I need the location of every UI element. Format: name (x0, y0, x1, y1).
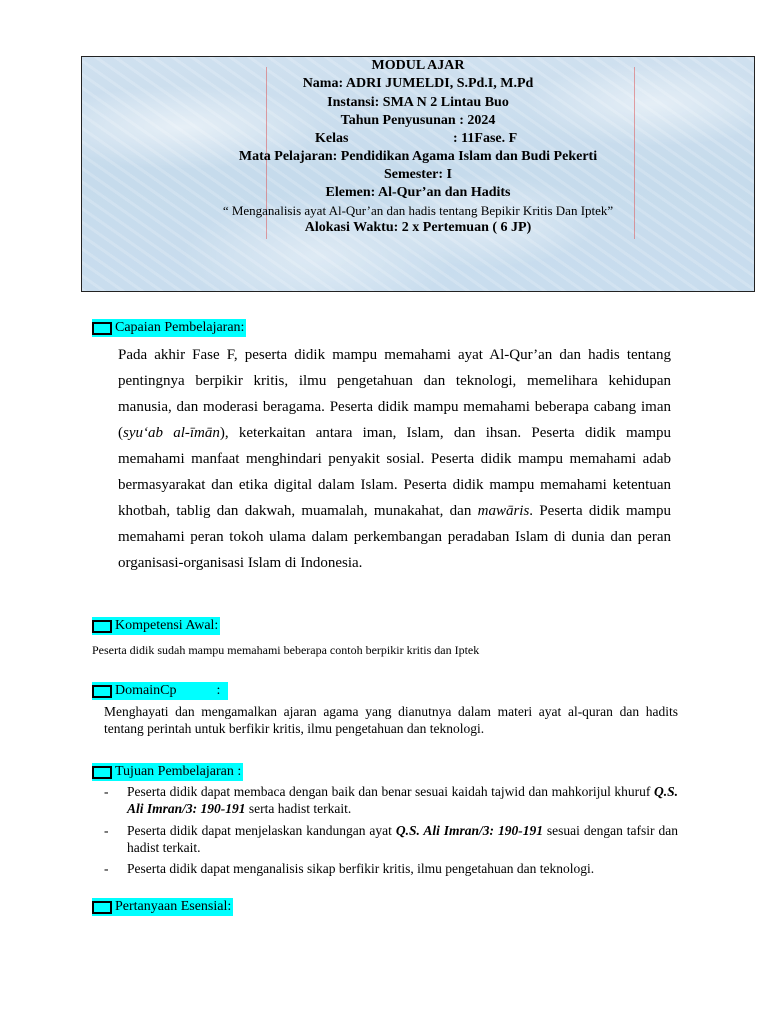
capaian-text: . Peserta didik mampu memahami peran tokoh ulama dalam perkembangan peradaban Islam di dunia dan peran organisasi-organisasi Islam di Indonesia. (118, 503, 671, 571)
capaian-italic-term: syu‘ab al-īmān (123, 425, 220, 441)
section-heading-pertanyaan (92, 898, 233, 916)
capaian-italic-term: mawāris (477, 503, 530, 519)
element: Elemen: Al-Qur’an dan Hadits (325, 185, 511, 200)
header-box (81, 56, 755, 292)
section-heading-text: Pertanyaan Esensial: (115, 899, 232, 914)
list-item-text: Peserta didik dapat menganalisis sikap berfikir kritis, ilmu pengetahuan dan teknologi. (127, 861, 595, 876)
year: Tahun Penyusunan : 2024 (340, 113, 496, 128)
list-dash: - (104, 784, 109, 799)
list-item-post: serta hadist terkait. (245, 801, 352, 816)
checkbox-icon (92, 901, 112, 914)
section-heading-text: DomainCp (115, 683, 177, 698)
section-heading-tujuan (92, 763, 243, 781)
section-heading-text: Capaian Pembelajaran: (115, 320, 245, 335)
list-dash: - (104, 861, 109, 876)
checkbox-icon (92, 766, 112, 779)
section-heading-capaian (92, 319, 246, 337)
list-item-pre: Peserta didik dapat menjelaskan kandungan ayat (127, 823, 396, 838)
list-item-ref: Q.S. Ali Imran/3: 190-191 (127, 784, 678, 816)
class-label: Kelas (315, 131, 349, 146)
checkbox-icon (92, 322, 112, 335)
capaian-text: Pada akhir Fase F, peserta didik mampu memahami ayat Al-Qur’an dan hadis tentang pentingnya berpikir kritis, ilmu pengetahuan dan teknologi, memelihara kehidupan manusia, dan moderasi beragama. Peserta didik mampu memahami beberapa cabang iman ( (118, 347, 671, 441)
section-heading-domain (92, 682, 228, 700)
section-heading-text: Tujuan Pembelajaran : (115, 764, 242, 779)
capaian-paragraph (118, 342, 671, 576)
list-item-ref: Q.S. Ali Imran/3: 190-191 (395, 823, 543, 838)
time-allocation: Alokasi Waktu: 2 x Pertemuan ( 6 JP) (304, 220, 532, 235)
checkbox-icon (92, 620, 112, 633)
capaian-text: ), keterkaitan antara iman, Islam, dan ihsan. Peserta didik mampu memahami manfaat menghindari penyakit sosial. Peserta didik mampu memahami adab bermasyarakat dan etika digital dalam Islam. Peserta didik mampu memahami ketentuan khotbah, tablig dan dakwah, muamalah, munakahat, dan (118, 425, 671, 519)
institution: Instansi: SMA N 2 Lintau Buo (327, 95, 509, 110)
domain-text: Menghayati dan mengamalkan ajaran agama yang dianutnya dalam materi ayat al-quran dan hadits tentang perintah untuk berfikir kritis, ilmu pengetahuan dan teknologi. (104, 704, 678, 736)
class-value: : 11Fase. F (453, 131, 518, 146)
list-dash: - (104, 823, 109, 838)
list-item-pre: Peserta didik dapat membaca dengan baik dan benar sesuai kaidah tajwid dan mahkorijul khuruf (127, 784, 654, 799)
module-title: MODUL AJAR (371, 58, 465, 73)
list-item-text (127, 783, 678, 817)
section-heading-colon: : (216, 683, 221, 698)
semester: Semester: I (383, 167, 453, 182)
section-heading-text: Kompetensi Awal: (115, 618, 219, 633)
section-heading-kompetensi (92, 617, 220, 635)
list-item-post: sesuai dengan tafsir dan hadist terkait. (127, 823, 678, 855)
checkbox-icon (92, 685, 112, 698)
class-row (82, 130, 754, 148)
author-name: Nama: ADRI JUMELDI, S.Pd.I, M.Pd (302, 76, 534, 91)
topic-title: “ Menganalisis ayat Al-Qur’an dan hadis tentang Bepikir Kritis Dan Iptek” (222, 203, 614, 218)
list-item-text (127, 822, 678, 856)
kompetensi-text: Peserta didik sudah mampu memahami beberapa contoh berpikir kritis dan Iptek (92, 643, 480, 657)
subject: Mata Pelajaran: Pendidikan Agama Islam dan Budi Pekerti (238, 149, 598, 164)
